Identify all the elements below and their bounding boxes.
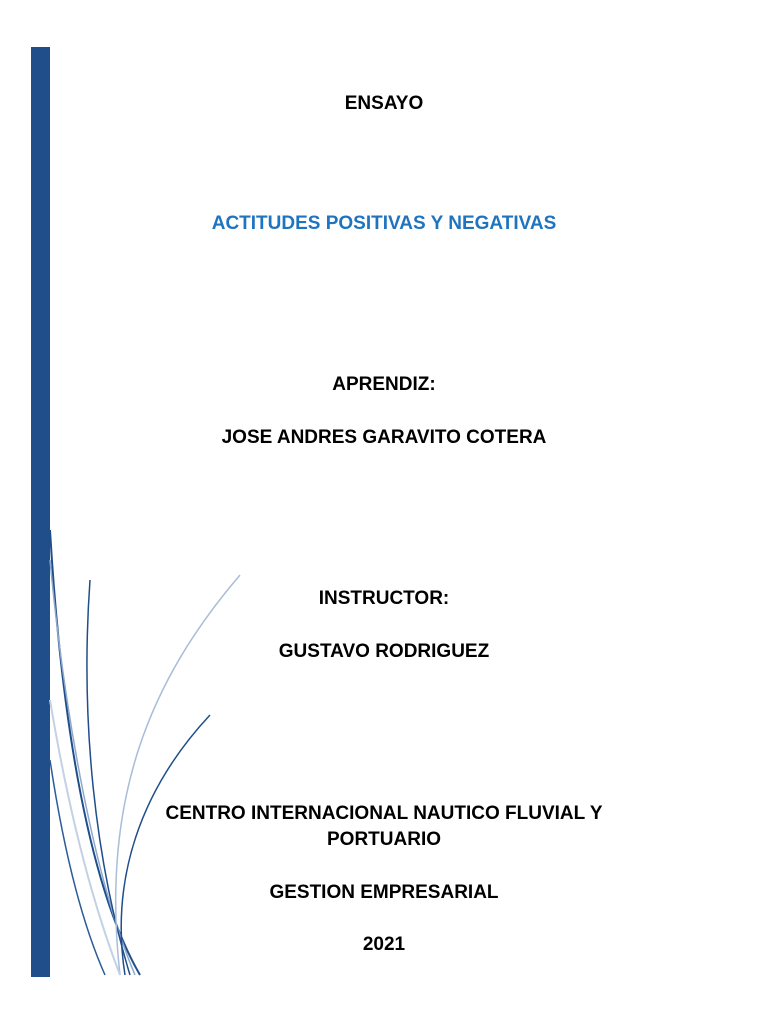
swoosh-line — [116, 575, 240, 975]
document-type-label: ENSAYO — [344, 93, 424, 114]
instructor-label: INSTRUCTOR: — [318, 588, 450, 609]
institution-name-line-2: PORTUARIO — [327, 829, 441, 850]
apprentice-label: APRENDIZ: — [332, 374, 436, 395]
document-year: 2021 — [362, 934, 406, 955]
instructor-name: GUSTAVO RODRIGUEZ — [278, 641, 490, 662]
institution-name — [0, 801, 768, 853]
institution-name-line-1: CENTRO INTERNACIONAL NAUTICO FLUVIAL Y — [165, 803, 603, 824]
document-title: ACTITUDES POSITIVAS Y NEGATIVAS — [211, 213, 557, 234]
swoosh-line — [87, 580, 130, 975]
program-name: GESTION EMPRESARIAL — [269, 882, 499, 903]
swoosh-line — [50, 560, 135, 975]
apprentice-name: JOSE ANDRES GARAVITO COTERA — [221, 427, 547, 448]
